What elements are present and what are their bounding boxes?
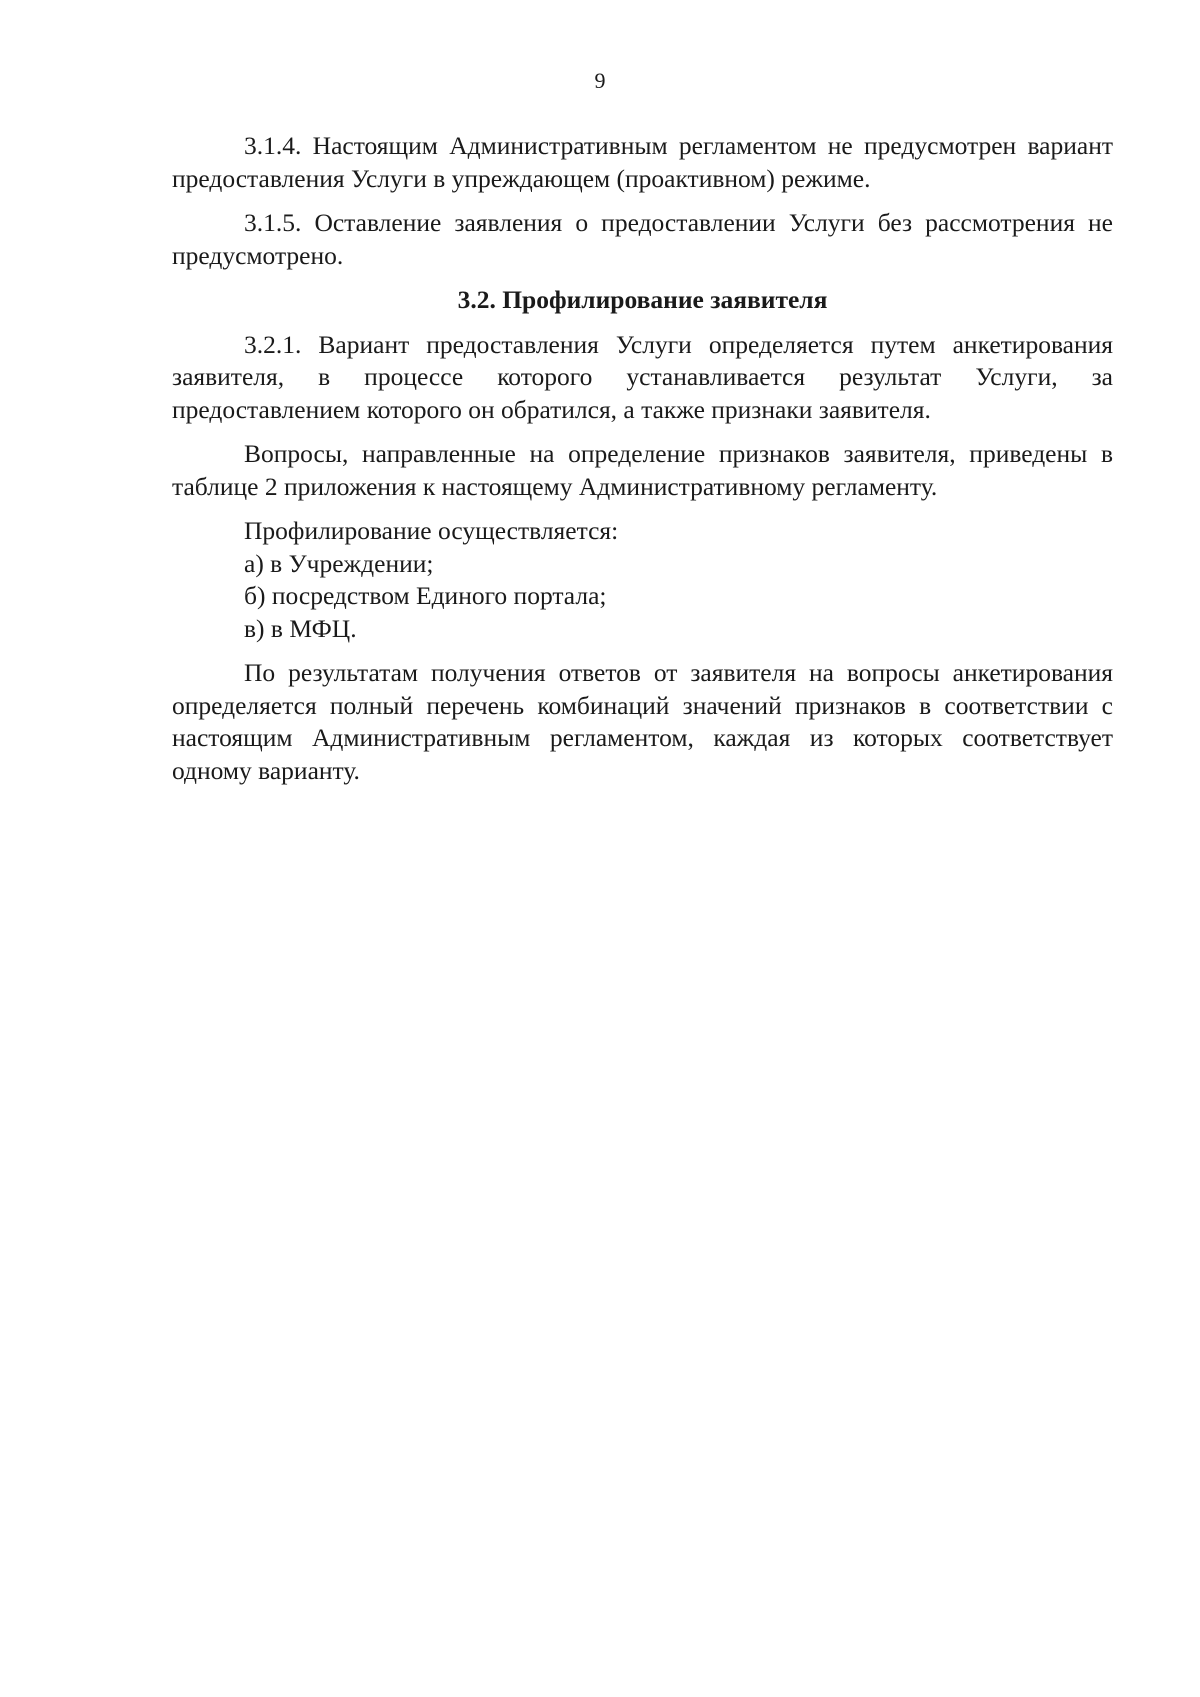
- paragraph-results: По результатам получения ответов от заявителя на вопросы анкетирования определяется полный перечень комбинаций значений признаков в соответствии с настоящим Административным регламентом, каждая из которых соответствует одному варианту.: [172, 658, 1113, 785]
- section-heading-3-2: 3.2. Профилирование заявителя: [457, 285, 828, 314]
- document-body: [172, 130, 1113, 799]
- page-number: 9: [594, 68, 606, 93]
- profiling-list: [244, 515, 1113, 645]
- paragraph-3-2-1: 3.2.1. Вариант предоставления Услуги определяется путем анкетирования заявителя, в процессе которого устанавливается результат Услуги, за предоставлением которого он обратился, а также признаки заявителя.: [172, 329, 1113, 424]
- list-item: а) в Учреждении;: [244, 548, 434, 578]
- list-item: б) посредством Единого портала;: [244, 581, 607, 610]
- paragraph-3-1-5: 3.1.5. Оставление заявления о предоставлении Услуги без рассмотрения не предусмотрено.: [172, 208, 1113, 270]
- paragraph-questions: Вопросы, направленные на определение признаков заявителя, приведены в таблице 2 приложения к настоящему Административному регламенту.: [172, 439, 1113, 501]
- list-item: в) в МФЦ.: [244, 613, 357, 643]
- profiling-intro: Профилирование осуществляется:: [244, 516, 619, 545]
- paragraph-3-1-4: 3.1.4. Настоящим Административным регламентом не предусмотрен вариант предоставления Услуги в упреждающем (проактивном) режиме.: [172, 131, 1113, 193]
